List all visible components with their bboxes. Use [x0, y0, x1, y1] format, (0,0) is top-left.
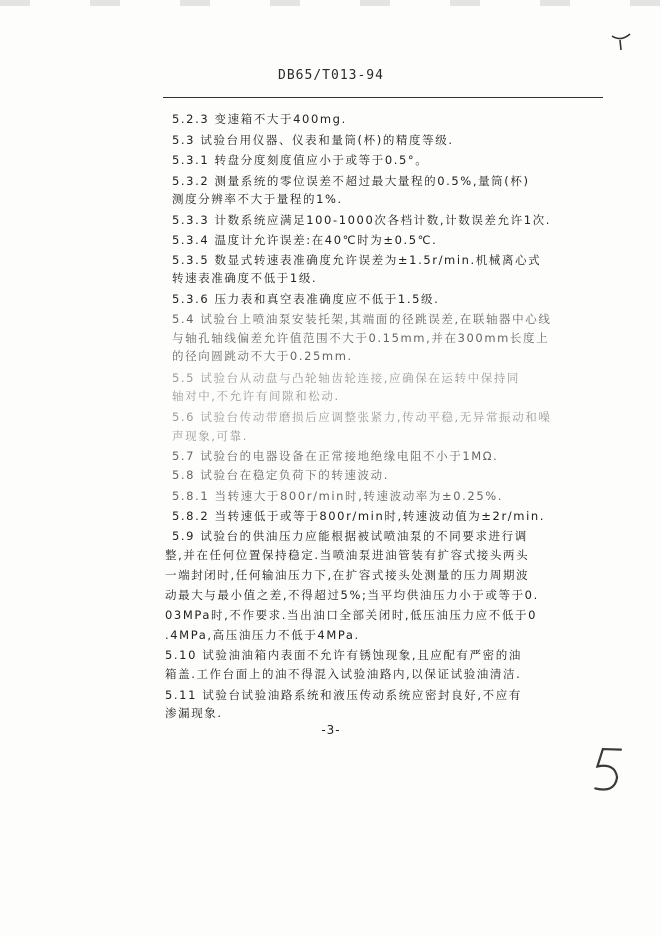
text-line: 轴对中,不允许有间隙和松动. — [172, 389, 340, 403]
text-line: 5.3.4 温度计允许误差:在40℃时为±0.5℃. — [172, 233, 438, 247]
text-line: 5.3.5 数显式转速表准确度允许误差为±1.5r/min.机械离心式 — [172, 253, 542, 267]
text-line: 5.10 试验油油箱内表面不允许有锈蚀现象,且应配有严密的油 — [165, 648, 522, 662]
text-line: 5.8.2 当转速低于或等于800r/min时,转速波动值为±2r/min. — [172, 509, 546, 523]
text-line: 5.3.6 压力表和真空表准确度应不低于1.5级. — [172, 292, 440, 306]
text-line: 5.2.3 变速箱不大于400mg. — [172, 112, 347, 126]
text-line: 箱盖.工作台面上的油不得混入试验油路内,以保证试验油清洁. — [165, 667, 522, 681]
text-line: 5.3.1 转盘分度刻度值应小于或等于0.5°。 — [172, 153, 429, 167]
scan-noise — [0, 0, 662, 6]
header-rule — [163, 97, 603, 98]
text-line: 声现象,可靠. — [172, 429, 249, 443]
document-code-header: DB65/T013-94 — [278, 68, 384, 83]
text-line: 整,并在任何位置保持稳定.当喷油泵进油管装有扩容式接头两头 — [165, 548, 530, 562]
text-line: 5.8 试验台在稳定负荷下的转速波动. — [172, 468, 389, 482]
text-line: 与轴孔轴线偏差允许值范围不大于0.15mm,并在300mm长度上 — [172, 331, 550, 345]
text-line: 5.3 试验台用仪器、仪表和量筒(杯)的精度等级. — [172, 133, 454, 147]
text-line: 5.9 试验台的供油压力应能根据被试喷油泵的不同要求进行调 — [172, 529, 528, 543]
text-line: 的径向圆跳动不大于0.25mm. — [172, 349, 353, 363]
text-line: .4MPa,高压油压力不低于4MPa. — [165, 628, 360, 642]
text-line: 5.11 试验台试验油路系统和液压传动系统应密封良好,不应有 — [165, 688, 522, 702]
text-line: 5.3.2 测量系统的零位误差不超过最大量程的0.5%,量筒(杯) — [172, 174, 530, 188]
text-line: 5.7 试验台的电器设备在正常接地绝缘电阻不小于1MΩ. — [172, 449, 499, 463]
pen-mark-icon — [608, 28, 634, 54]
text-line: 5.5 试验台从动盘与凸轮轴齿轮连接,应确保在运转中保持同 — [172, 371, 520, 385]
handwritten-mark-icon — [584, 739, 631, 800]
text-line: 转速表准确度不低于1级. — [172, 271, 318, 285]
text-line: 渗漏现象. — [165, 706, 223, 720]
text-line: 一端封闭时,任何输油压力下,在扩容式接头处测量的压力周期波 — [165, 568, 530, 582]
text-line: 5.4 试验台上喷油泵安装托架,其端面的径跳误差,在联轴器中心线 — [172, 312, 552, 326]
text-line: 5.3.3 计数系统应满足100-1000次各档计数,计数误差允许1次. — [172, 213, 552, 227]
text-line: 03MPa时,不作要求.当出油口全部关闭时,低压油压力应不低于0 — [165, 608, 538, 622]
text-line: 5.6 试验台传动带磨损后应调整张紧力,传动平稳,无异常振动和噪 — [172, 410, 552, 424]
text-line: 动最大与最小值之差,不得超过5%;当平均供油压力小于或等于0. — [165, 588, 539, 602]
page-number: -3- — [321, 723, 341, 737]
text-line: 测度分辨率不大于量程的1%. — [172, 192, 343, 206]
text-line: 5.8.1 当转速大于800r/min时,转速波动率为±0.25%. — [172, 489, 504, 503]
